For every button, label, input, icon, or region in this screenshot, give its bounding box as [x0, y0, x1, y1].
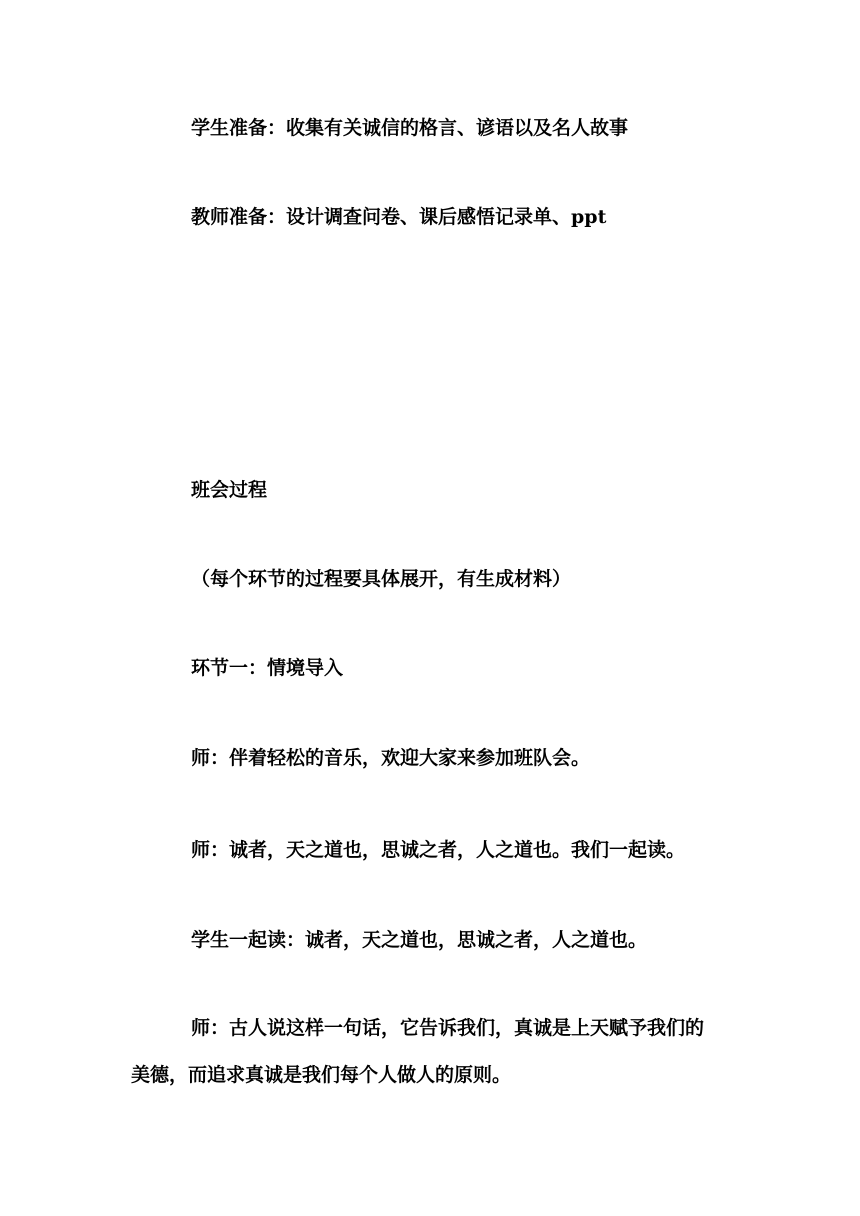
process-note: （每个环节的过程要具体展开，有生成材料）: [191, 568, 572, 590]
process-heading: 班会过程: [191, 479, 268, 501]
student-preparation-text: 学生准备：收集有关诚信的格言、谚语以及名人故事: [191, 117, 629, 139]
teacher-line-1: 师：伴着轻松的音乐，欢迎大家来参加班队会。: [191, 747, 591, 769]
teacher-preparation-text: 教师准备：设计调查问卷、课后感悟记录单、ppt: [191, 206, 607, 228]
teacher-line-3-continued: 美德，而追求真诚是我们每个人做人的原则。: [131, 1064, 512, 1086]
students-read-line: 学生一起读：诚者，天之道也，思诚之者，人之道也。: [191, 929, 648, 951]
section-one-title: 环节一：情境导入: [191, 657, 344, 679]
teacher-line-2: 师：诚者，天之道也，思诚之者，人之道也。我们一起读。: [191, 839, 686, 861]
teacher-line-3-first: 师：古人说这样一句话，它告诉我们，真诚是上天赋予我们的: [191, 1017, 705, 1039]
